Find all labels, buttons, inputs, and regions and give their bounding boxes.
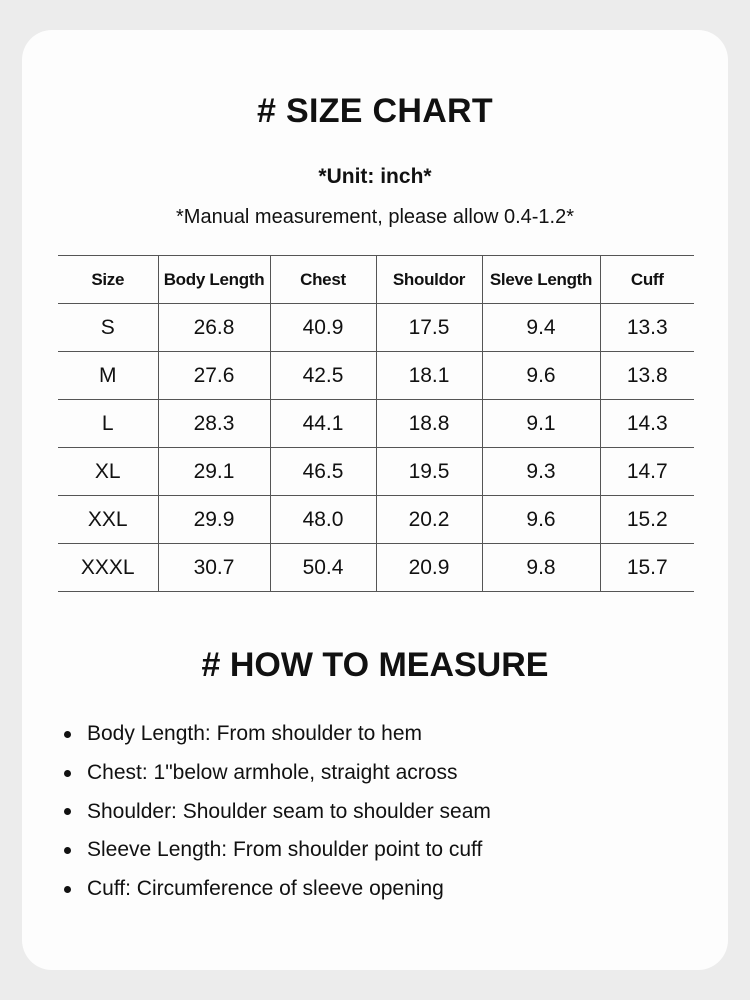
table-cell: 46.5 <box>270 448 376 496</box>
bullet-icon <box>64 847 71 854</box>
table-cell: 44.1 <box>270 400 376 448</box>
table-cell: 9.3 <box>482 448 600 496</box>
list-item <box>64 831 491 870</box>
column-header-body-length: Body Length <box>158 256 270 304</box>
column-header-size: Size <box>58 256 158 304</box>
measure-instructions-list <box>64 715 491 909</box>
table-cell: M <box>58 352 158 400</box>
table-cell: 19.5 <box>376 448 482 496</box>
table-cell: 27.6 <box>158 352 270 400</box>
table-row <box>58 400 694 448</box>
bullet-icon <box>64 731 71 738</box>
size-table <box>58 255 694 592</box>
column-header-cuff: Cuff <box>600 256 694 304</box>
how-to-measure-title: # HOW TO MEASURE <box>201 646 549 684</box>
size-chart-title: # SIZE CHART <box>257 92 493 130</box>
table-cell: 40.9 <box>270 304 376 352</box>
column-header-sleeve-length: Sleve Length <box>482 256 600 304</box>
table-cell: 9.6 <box>482 352 600 400</box>
list-item <box>64 793 491 832</box>
list-item-text: Cuff: Circumference of sleeve opening <box>87 877 444 901</box>
table-cell: 18.8 <box>376 400 482 448</box>
table-row <box>58 304 694 352</box>
column-header-chest: Chest <box>270 256 376 304</box>
table-row <box>58 496 694 544</box>
table-cell: 42.5 <box>270 352 376 400</box>
table-cell: 13.3 <box>600 304 694 352</box>
list-item <box>64 870 491 909</box>
table-header-row <box>58 256 694 304</box>
table-cell: 9.6 <box>482 496 600 544</box>
bullet-icon <box>64 886 71 893</box>
list-item-text: Body Length: From shoulder to hem <box>87 722 423 745</box>
table-cell: 15.7 <box>600 544 694 592</box>
table-row <box>58 352 694 400</box>
list-item <box>64 715 491 754</box>
list-item-text: Sleeve Length: From shoulder point to cuff <box>87 838 483 862</box>
bullet-icon <box>64 770 71 777</box>
list-item-text: Chest: 1"below armhole, straight across <box>87 760 458 784</box>
list-item-text: Shoulder: Shoulder seam to shoulder seam <box>87 799 491 823</box>
table-row <box>58 544 694 592</box>
measurement-tolerance-note: *Manual measurement, please allow 0.4-1.2* <box>176 206 574 228</box>
table-cell: 17.5 <box>376 304 482 352</box>
table-cell: 29.9 <box>158 496 270 544</box>
table-cell: 20.2 <box>376 496 482 544</box>
column-header-shoulder: Shouldor <box>376 256 482 304</box>
table-cell: 20.9 <box>376 544 482 592</box>
table-cell: 48.0 <box>270 496 376 544</box>
table-cell: 13.8 <box>600 352 694 400</box>
table-cell: 14.3 <box>600 400 694 448</box>
table-cell: 26.8 <box>158 304 270 352</box>
table-cell: 9.1 <box>482 400 600 448</box>
table-cell: XL <box>58 448 158 496</box>
table-cell: 15.2 <box>600 496 694 544</box>
table-cell: 18.1 <box>376 352 482 400</box>
table-cell: 30.7 <box>158 544 270 592</box>
table-cell: 28.3 <box>158 400 270 448</box>
table-cell: L <box>58 400 158 448</box>
table-cell: XXXL <box>58 544 158 592</box>
table-cell: 9.4 <box>482 304 600 352</box>
table-cell: 50.4 <box>270 544 376 592</box>
bullet-icon <box>64 808 71 815</box>
table-cell: XXL <box>58 496 158 544</box>
table-cell: 29.1 <box>158 448 270 496</box>
table-cell: 9.8 <box>482 544 600 592</box>
list-item <box>64 754 491 793</box>
unit-note: *Unit: inch* <box>318 165 432 188</box>
table-cell: S <box>58 304 158 352</box>
table-row <box>58 448 694 496</box>
table-cell: 14.7 <box>600 448 694 496</box>
